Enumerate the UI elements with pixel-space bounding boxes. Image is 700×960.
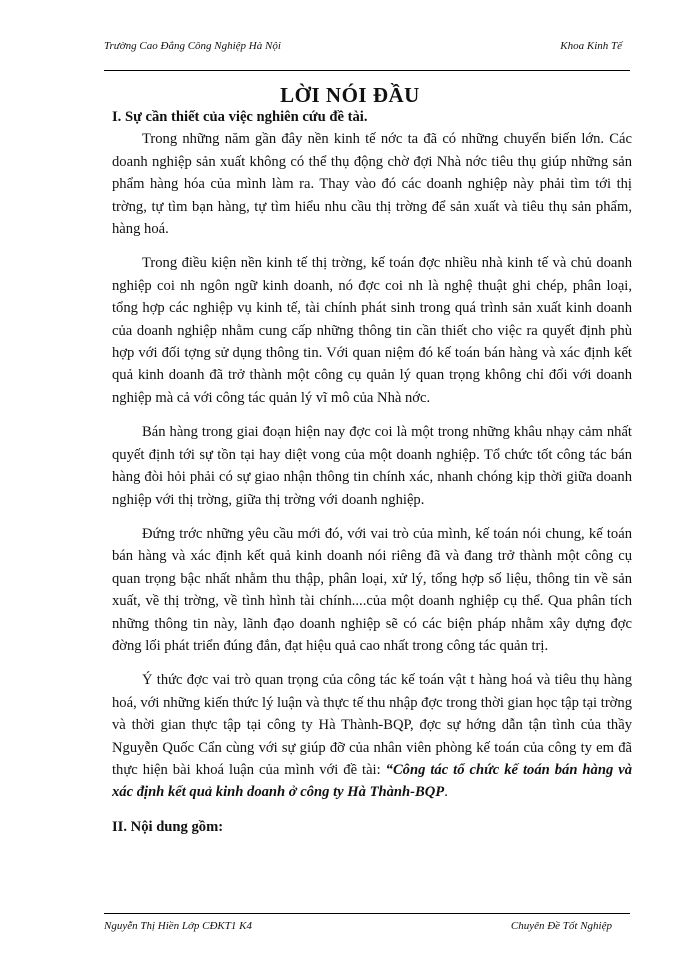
header-rule xyxy=(104,70,630,71)
paragraph-4: Đứng trớc những yêu cầu mới đó, với vai trò của mình, kế toán nói chung, kế toán bán hàng và xác định kết quả kinh doanh nói riêng đã và đang trở thành một công cụ quan trọng bậc nhất nhằm thu thập, phân loại, xử lý, tổng hợp số liệu, thông tin về sản xuất, về thị trờng, về tình hình tài chính....của một doanh nghiệp cụ thể. Qua phân tích những thông tin này, lãnh đạo doanh nghiệp sẽ có các biện pháp nhằm xây dựng đợc đờng lối phát triển đúng đắn, đạt hiệu quả cao nhất trong công tác quản trị. xyxy=(112,525,632,654)
page-title: LỜI NÓI ĐẦU xyxy=(280,83,420,107)
paragraph-5 xyxy=(112,669,632,803)
page-header xyxy=(104,36,630,56)
paragraph-5-end: . xyxy=(444,784,448,801)
section-2-heading: II. Nội dung gồm: xyxy=(112,818,224,835)
footer-doc-type: Chuyên Đề Tốt Nghiệp xyxy=(510,920,612,932)
paragraph-5-text: Ý thức đợc vai trò quan trọng của công tác kế toán vật t hàng hoá và tiêu thụ hàng hoá, với những kiến thức lý luận và thực tế thu nhập đợc trong thời gian học tập tại trờng và thời gian thực tập tại công ty Hà Thành-BQP, đợc sự hớng dẫn tận tình của thầy Nguyễn Quốc Cẩn cùng với sự giúp đỡ của nhân viên phòng kế toán của công ty em đã thực hiện bài khoá luận của mình với đề tài: xyxy=(112,672,632,778)
footer-rule xyxy=(104,913,630,914)
paragraph-3: Bán hàng trong giai đoạn hiện nay đợc coi là một trong những khâu nhạy cảm nhất quyết định tới sự tồn tại hay diệt vong của một doanh nghiệp. Tổ chức tốt công tác bán hàng đòi hỏi phải có sự giao nhận thông tin chính xác, nhanh chóng kịp thời giữa doanh nghiệp với thị trờng, giữa thị trờng với doanh nghiệp. xyxy=(112,424,632,508)
thesis-topic: “Công tác tổ chức kế toán bán hàng và xác định kết quả kinh doanh ở công ty Hà Thành-BQP xyxy=(112,761,632,801)
page-footer xyxy=(104,918,630,938)
section-1-heading: I. Sự cần thiết của việc nghiên cứu đề tài. xyxy=(112,109,368,125)
header-faculty-name: Khoa Kinh Tế xyxy=(560,40,622,52)
document-body xyxy=(112,106,632,838)
paragraph-2: Trong điều kiện nền kinh tế thị trờng, kế toán đợc nhiều nhà kinh tế và chủ doanh nghiệp coi nh ngôn ngữ kinh doanh, nó đợc coi nh là nghệ thuật ghi chép, phân loại, tổng hợp các nghiệp vụ kinh tế, tài chính phát sinh trong quá trình sản xuất kinh doanh của doanh nghiệp nhằm cung cấp những thông tin cần thiết cho việc ra quyết định phù hợp với đối tợng sử dụng thông tin. Với quan niệm đó kế toán bán hàng và xác định kết quả kinh doanh đã trở thành một công cụ quản lý quan trọng không chỉ đối với doanh nghiệp mà cả với công tác quản lý vĩ mô của Nhà nớc. xyxy=(112,255,632,406)
footer-author: Nguyễn Thị Hiền Lớp CĐKT1 K4 xyxy=(104,920,252,932)
header-school-name: Trường Cao Đẳng Công Nghiệp Hà Nội xyxy=(104,40,281,52)
paragraph-1: Trong những năm gần đây nền kinh tế nớc ta đã có những chuyển biến lớn. Các doanh nghiệp sản xuất không có thể thụ động chờ đợi Nhà nớc tiêu thụ giúp những sản phẩm hàng hóa của mình làm ra. Thay vào đó các doanh nghiệp này phải tìm tới thị trờng, tự tìm bạn hàng, tự tìm hiểu nhu cầu thị trờng để sản xuất và tiêu thụ sản phẩm, hàng hoá. xyxy=(112,131,632,238)
